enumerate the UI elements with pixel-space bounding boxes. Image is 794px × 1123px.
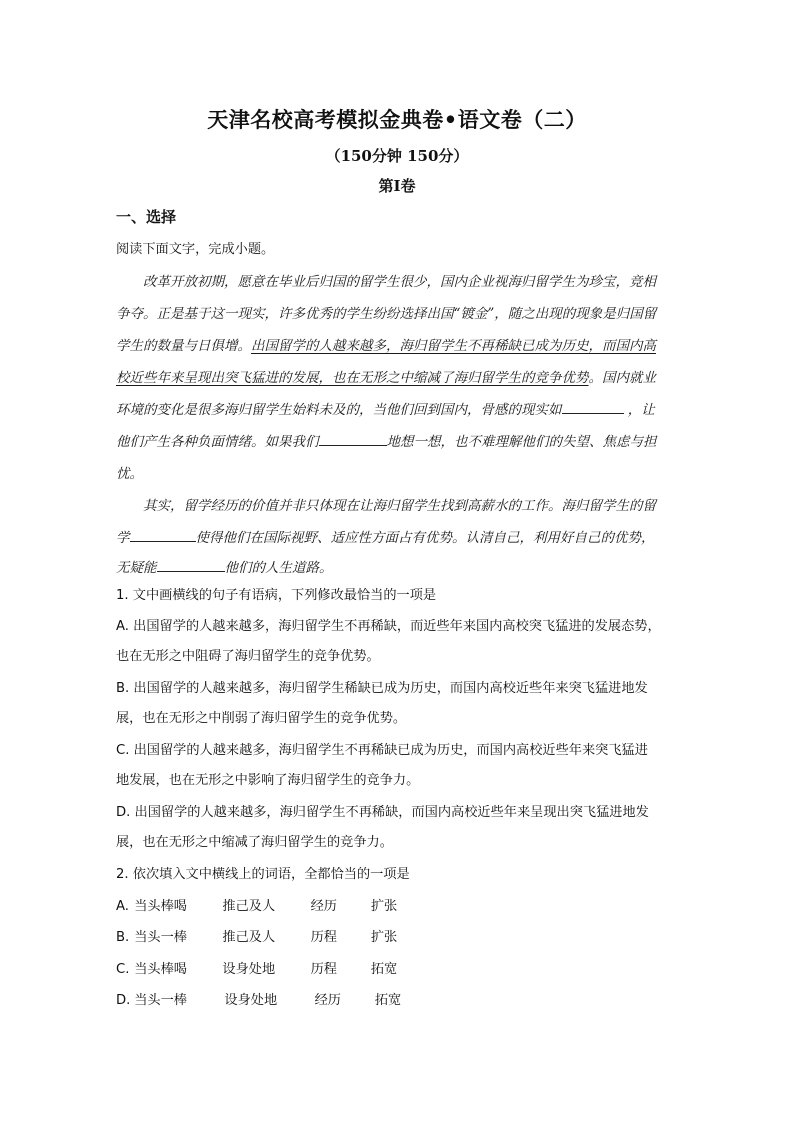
option-word: 设身处地 bbox=[222, 962, 276, 977]
option-letter: D. bbox=[116, 993, 131, 1008]
question-stem: 1. 文中画横线的句子有语病，下列修改最恰当的一项是 bbox=[116, 588, 437, 603]
passage-text: 。国内就业 bbox=[588, 370, 656, 386]
option-word: 拓宽 bbox=[370, 962, 398, 977]
answer-blank bbox=[319, 433, 387, 446]
exam-duration-score: （150分钟 150分） bbox=[325, 147, 469, 165]
passage-line bbox=[116, 556, 333, 576]
passage-text: ，让 bbox=[627, 402, 655, 418]
passage-text: 学生的数量与日俱增。 bbox=[116, 338, 251, 354]
underlined-sentence: 出国留学的人越来越多，海归留学生不再稀缺已成为历史，而国内高 bbox=[251, 338, 656, 354]
exam-title: 天津名校高考模拟金典卷•语文卷（二） bbox=[207, 107, 587, 132]
answer-blank bbox=[130, 529, 196, 542]
option-word: 当头棒喝 bbox=[134, 962, 187, 977]
answer-blank bbox=[562, 401, 624, 414]
underlined-sentence: 校近些年来呈现出突飞猛进的发展，也在无形之中缩减了海归留学生的竞争优势 bbox=[116, 370, 589, 386]
passage-text: 无疑能 bbox=[116, 560, 157, 576]
option-word: 当头一棒 bbox=[134, 930, 187, 945]
option-b-cont: 展，也在无形之中削弱了海归留学生的竞争优势。 bbox=[116, 711, 407, 726]
option-word: 经历 bbox=[310, 899, 337, 914]
option-a-cont: 也在无形之中阻碍了海归留学生的竞争优势。 bbox=[116, 649, 380, 664]
option-word: 推己及人 bbox=[222, 899, 276, 914]
passage-text: 他们的人生道路。 bbox=[224, 560, 333, 576]
option-c bbox=[116, 958, 397, 977]
passage-line bbox=[116, 334, 656, 354]
passage-text: 学 bbox=[116, 530, 130, 546]
option-d: D. 出国留学的人越来越多，海归留学生不再稀缺，而国内高校近些年来呈现出突飞猛进地发 bbox=[116, 805, 649, 820]
option-d-cont: 展，也在无形之中缩减了海归留学生的竞争力。 bbox=[116, 835, 393, 850]
passage-text: 环境的变化是很多海归留学生始料未及的，当他们回到国内，骨感的现实如 bbox=[116, 402, 562, 418]
question-stem: 2. 依次填入文中横线上的词语，全都恰当的一项是 bbox=[116, 867, 410, 882]
option-word: 经历 bbox=[314, 993, 341, 1008]
option-word: 历程 bbox=[310, 930, 337, 945]
passage-line bbox=[116, 526, 655, 546]
option-c-cont: 地发展，也在无形之中影响了海归留学生的竞争力。 bbox=[116, 773, 420, 788]
passage-text: 使得他们在国际视野、适应性方面占有优势。认清自己，利用好自己的优势， bbox=[195, 530, 655, 546]
reading-instruction: 阅读下面文字，完成小题。 bbox=[116, 242, 275, 257]
passage-line bbox=[116, 430, 657, 450]
option-word: 扩张 bbox=[370, 930, 398, 945]
passage-line: 其实，留学经历的价值并非只体现在让海归留学生找到高薪水的工作。海归留学生的留 bbox=[143, 498, 656, 514]
option-letter: A. bbox=[116, 899, 129, 914]
option-word: 拓宽 bbox=[374, 993, 402, 1008]
option-d bbox=[116, 989, 401, 1008]
option-c: C. 出国留学的人越来越多，海归留学生不再稀缺已成为历史，而国内高校近些年来突飞猛进 bbox=[116, 743, 648, 758]
option-word: 历程 bbox=[310, 962, 337, 977]
passage-line: 改革开放初期，愿意在毕业后归国的留学生很少，国内企业视海归留学生为珍宝，竞相 bbox=[143, 274, 656, 290]
option-b: B. 出国留学的人越来越多，海归留学生稀缺已成为历史，而国内高校近些年来突飞猛进地发 bbox=[116, 681, 648, 696]
passage-line: 忧。 bbox=[116, 466, 143, 482]
option-letter: C. bbox=[116, 962, 130, 977]
option-a bbox=[116, 895, 397, 914]
passage-text: 他们产生各种负面情绪。如果我们 bbox=[116, 434, 319, 450]
passage-text: 地想一想，也不难理解他们的失望、焦虑与担 bbox=[386, 434, 657, 450]
passage-line: 争夺。正是基于这一现实，许多优秀的学生纷纷选择出国“镀金”，随之出现的现象是归国留 bbox=[116, 306, 657, 322]
option-word: 推己及人 bbox=[222, 930, 276, 945]
option-word: 扩张 bbox=[370, 899, 398, 914]
passage-line bbox=[116, 398, 655, 418]
answer-blank bbox=[157, 559, 225, 572]
option-letter: B. bbox=[116, 930, 130, 945]
volume-heading: 第Ⅰ卷 bbox=[378, 177, 416, 195]
option-b bbox=[116, 926, 397, 945]
option-word: 当头一棒 bbox=[134, 993, 187, 1008]
option-word: 设身处地 bbox=[224, 993, 278, 1008]
option-word: 当头棒喝 bbox=[134, 899, 187, 914]
passage-line bbox=[116, 366, 656, 386]
option-a: A. 出国留学的人越来越多，海归留学生不再稀缺，而近些年来国内高校突飞猛进的发展态势， bbox=[116, 619, 661, 634]
section-heading: 一、选择 bbox=[116, 208, 177, 226]
